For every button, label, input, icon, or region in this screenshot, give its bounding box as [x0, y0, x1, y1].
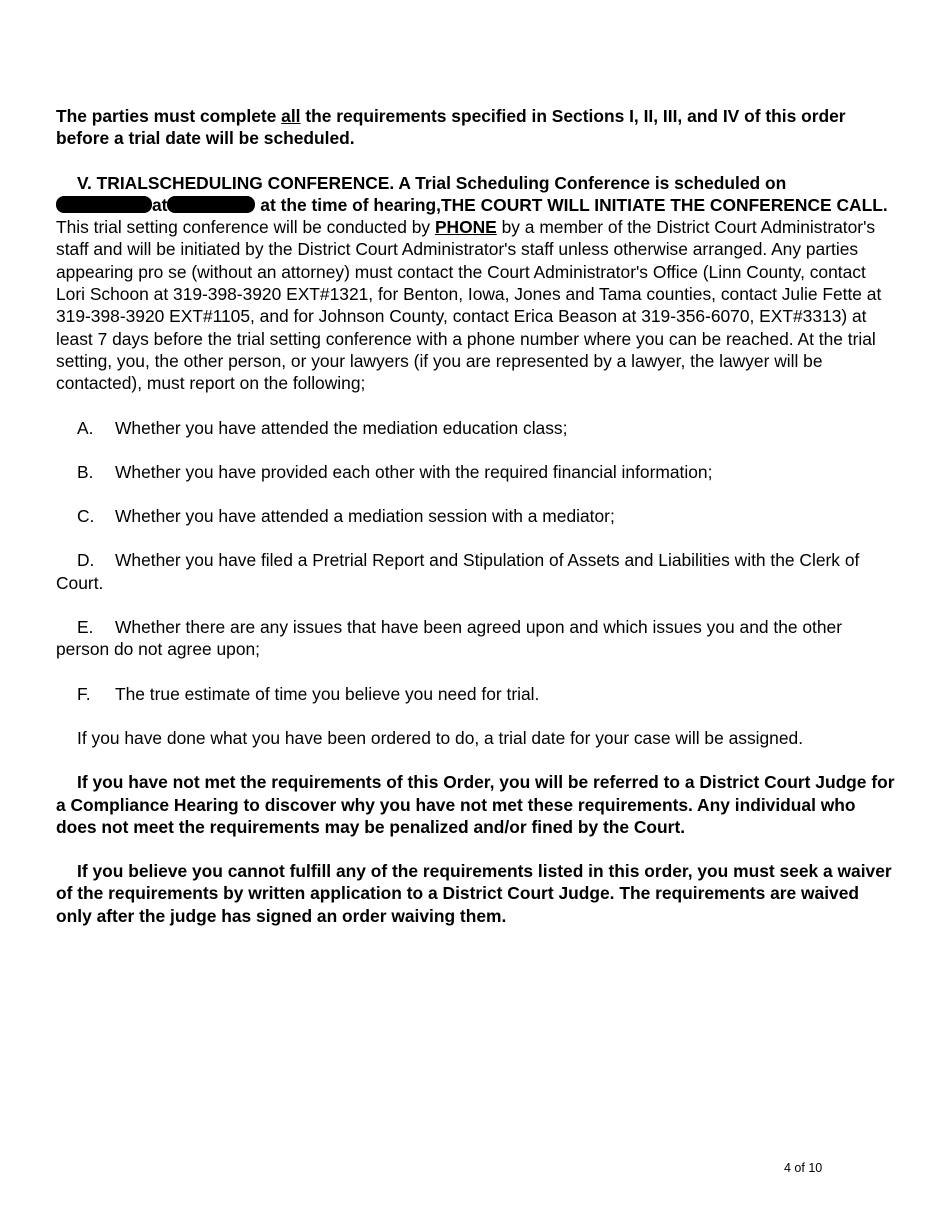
intro-paragraph: The parties must complete all the requirements specified in Sections I, II, III, and IV of this order before a trial date will be scheduled.: [56, 106, 846, 149]
document-page: [56, 105, 896, 949]
list-item-d: D. Whether you have filed a Pretrial Report and Stipulation of Assets and Liabilities with the Clerk of Court.: [56, 550, 860, 593]
section-v-schedule-line: at at the time of hearing,THE COURT WILL INITIATE THE CONFERENCE CALL.: [56, 195, 888, 215]
page-number: 4 of 10: [784, 1161, 823, 1175]
list-item-f: F. The true estimate of time you believe you need for trial.: [77, 683, 540, 704]
redacted-time: [167, 196, 255, 213]
list-item-a: A. Whether you have attended the mediation education class;: [77, 417, 568, 438]
compliance-paragraph: If you have not met the requirements of this Order, you will be referred to a District Court Judge for a Compliance Hearing to discover why you have not met these requirements. Any individual who does not meet the requirements may be penalized and/or fined by the Court.: [56, 772, 895, 837]
emphasis-all: all: [281, 106, 301, 126]
waiver-paragraph: If you believe you cannot fulfill any of the requirements listed in this order, you must seek a waiver of the requirements by written application to a District Court Judge. The requirements are waived only after the judge has signed an order waiving them.: [56, 861, 892, 926]
redacted-date: [56, 196, 152, 213]
section-v-paragraph: V. TRIALSCHEDULING CONFERENCE. A Trial Scheduling Conference is scheduled on at at the time of hearing,THE COURT WILL INITIATE THE CONFERENCE CALL. This trial setting conference will be conducted by PHONE by a member of the District Court Administrator's staff and will be initiated by the District Court Administrator's staff unless otherwise arranged. Any parties appearing pro se (without an attorney) must contact the Court Administrator's Office (Linn County, contact Lori Schoon at 319-398-3920 EXT#1321, for Benton, Iowa, Jones and Tama counties, contact Julie Fette at 319-398-3920 EXT#1105, and for Johnson County, contact Erica Beason at 319-356-6070, EXT#3313) at least 7 days before the trial setting conference with a phone number where you can be reached. At the trial setting, you, the other person, or your lawyers (if you are represented by a lawyer, the lawyer will be contacted), must report on the following;: [56, 172, 896, 395]
phone-emphasis: PHONE: [434, 217, 497, 238]
list-item-e: E. Whether there are any issues that have been agreed upon and which issues you and the other person do not agree upon;: [56, 617, 843, 660]
list-item-c: C. Whether you have attended a mediation session with a mediator;: [77, 506, 615, 527]
assigned-paragraph: If you have done what you have been ordered to do, a trial date for your case will be assigned.: [77, 727, 804, 748]
section-v-heading: V. TRIALSCHEDULING CONFERENCE. A Trial Scheduling Conference is scheduled on: [77, 172, 787, 193]
list-item-b: B. Whether you have provided each other with the required financial information;: [77, 461, 713, 482]
